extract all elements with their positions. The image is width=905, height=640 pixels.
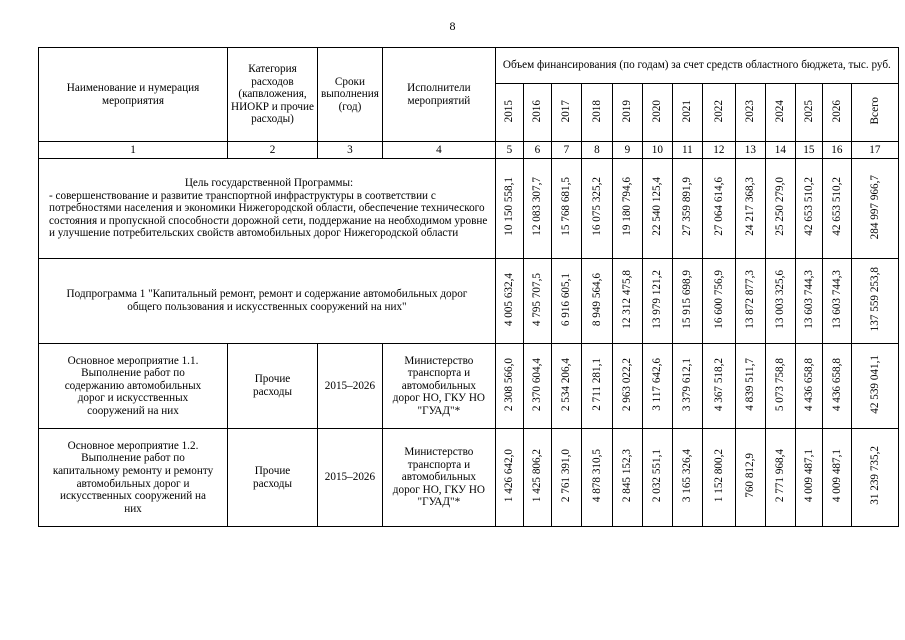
goal-value-cell xyxy=(551,159,581,259)
goal-value-cell xyxy=(735,159,765,259)
page-number: 8 xyxy=(449,19,456,33)
measure-value: 31 239 735,2 xyxy=(868,446,881,506)
goal-title: Цель государственной Программы: xyxy=(184,177,354,190)
measure-value: 2 534 206,4 xyxy=(560,357,573,411)
measure-value-cell xyxy=(795,344,822,429)
measure-name: Основное мероприятие 1.1. Выполнение работ по содержанию автомобильных дорог и искусственных сооружений на них xyxy=(64,354,202,417)
measure-value: 2 963 022,2 xyxy=(621,357,634,411)
header-funding-cell xyxy=(495,48,898,84)
column-number: 8 xyxy=(581,142,612,159)
subprogram-value: 13 872 877,3 xyxy=(744,269,757,329)
goal-value-cell xyxy=(795,159,822,259)
measure-executors-cell xyxy=(382,429,495,527)
measure-category-cell xyxy=(228,429,318,527)
measure-value: 4 009 487,1 xyxy=(802,449,815,503)
year-header-cell xyxy=(765,84,795,142)
goal-value-cell xyxy=(822,159,851,259)
year-header-cell xyxy=(523,84,551,142)
goal-value-cell xyxy=(642,159,672,259)
header-executors: Исполнители мероприятий xyxy=(407,81,471,107)
measure-name-cell xyxy=(39,344,228,429)
year-header-cell xyxy=(612,84,642,142)
measure-value: 2 032 551,1 xyxy=(651,449,664,503)
column-number: 4 xyxy=(382,142,495,159)
measure-value-cell xyxy=(551,429,581,527)
year-header: 2023 xyxy=(744,99,757,122)
measure-terms-cell xyxy=(318,344,383,429)
measure-category: Прочие расходы xyxy=(252,373,293,398)
year-header-cell xyxy=(735,84,765,142)
goal-value: 12 083 307,7 xyxy=(531,177,544,237)
header-funding: Объем финансирования (по годам) за счет средств областного бюджета, тыс. руб. xyxy=(502,59,891,72)
measure-value-cell xyxy=(523,344,551,429)
measure-value: 2 761 391,0 xyxy=(560,449,573,503)
header-terms-cell xyxy=(318,48,383,142)
subprogram-value: 4 795 707,5 xyxy=(531,272,544,326)
year-header: 2020 xyxy=(651,99,664,122)
measure-category-cell xyxy=(228,344,318,429)
year-header-cell xyxy=(581,84,612,142)
goal-value: 16 075 325,2 xyxy=(590,177,603,237)
year-header: 2016 xyxy=(531,99,544,122)
column-number: 12 xyxy=(702,142,735,159)
measure-value-cell xyxy=(851,429,898,527)
measure-value-cell xyxy=(642,344,672,429)
table-row xyxy=(39,344,899,429)
measure-value-cell xyxy=(495,429,523,527)
measure-value-cell xyxy=(551,344,581,429)
measure-value: 3 117 642,6 xyxy=(651,357,664,411)
measure-terms-cell xyxy=(318,429,383,527)
column-number: 7 xyxy=(551,142,581,159)
measure-value-cell xyxy=(523,429,551,527)
goal-value: 27 359 891,9 xyxy=(681,177,694,237)
header-category: Категория расходов (капвложения, НИОКР и прочие расходы) xyxy=(231,63,314,126)
header-category-cell xyxy=(228,48,318,142)
subprogram-value-cell xyxy=(735,259,765,344)
subprogram-cell xyxy=(39,259,496,344)
measure-value-cell xyxy=(581,429,612,527)
subprogram-value-cell xyxy=(581,259,612,344)
column-number: 13 xyxy=(735,142,765,159)
column-number: 17 xyxy=(851,142,898,159)
goal-value: 25 250 279,0 xyxy=(774,177,787,237)
measure-value: 3 165 326,4 xyxy=(681,449,694,503)
year-header: Всего xyxy=(868,96,881,125)
goal-value: 22 540 125,4 xyxy=(651,177,664,237)
measure-value-cell xyxy=(612,344,642,429)
measure-value-cell xyxy=(765,429,795,527)
column-number: 1 xyxy=(39,142,228,159)
subprogram-value: 13 603 744,3 xyxy=(802,269,815,329)
year-header-cell xyxy=(495,84,523,142)
subprogram-value-cell xyxy=(495,259,523,344)
goal-row xyxy=(39,159,899,259)
subprogram-value: 6 916 605,1 xyxy=(560,272,573,326)
measure-value: 3 379 612,1 xyxy=(681,357,694,411)
measure-value-cell xyxy=(672,429,702,527)
subprogram-value: 137 559 253,8 xyxy=(868,267,881,332)
goal-value: 10 150 558,1 xyxy=(503,177,516,237)
subprogram-value-cell xyxy=(672,259,702,344)
goal-value-cell xyxy=(495,159,523,259)
subprogram-value-cell xyxy=(551,259,581,344)
header-terms: Сроки выполнения (год) xyxy=(321,75,379,113)
subprogram-value-cell xyxy=(795,259,822,344)
measure-value: 42 539 041,1 xyxy=(868,354,881,414)
header-executors-cell xyxy=(382,48,495,142)
year-header: 2024 xyxy=(774,99,787,122)
subprogram-value: 13 979 121,2 xyxy=(651,269,664,329)
column-number: 15 xyxy=(795,142,822,159)
subprogram-value: 4 005 632,4 xyxy=(503,272,516,326)
measure-value: 4 436 658,8 xyxy=(802,357,815,411)
column-number: 16 xyxy=(822,142,851,159)
goal-value-cell xyxy=(581,159,612,259)
subprogram-value-cell xyxy=(702,259,735,344)
column-number: 2 xyxy=(228,142,318,159)
header-name-cell xyxy=(39,48,228,142)
year-header-cell xyxy=(702,84,735,142)
goal-value-cell xyxy=(612,159,642,259)
subprogram-value: 13 003 325,6 xyxy=(774,269,787,329)
subprogram-value-cell xyxy=(612,259,642,344)
year-header: 2022 xyxy=(712,99,725,122)
measure-value-cell xyxy=(702,429,735,527)
measure-value-cell xyxy=(735,429,765,527)
measure-value: 760 812,9 xyxy=(744,453,757,499)
year-header-cell xyxy=(795,84,822,142)
year-header: 2015 xyxy=(503,99,516,122)
measure-value: 2 308 566,0 xyxy=(503,357,516,411)
year-header: 2017 xyxy=(560,99,573,122)
column-number: 14 xyxy=(765,142,795,159)
measure-value-cell xyxy=(672,344,702,429)
measure-value-cell xyxy=(851,344,898,429)
column-number: 6 xyxy=(523,142,551,159)
measure-terms: 2015–2026 xyxy=(324,471,376,484)
measure-value-cell xyxy=(765,344,795,429)
measure-value: 1 152 800,2 xyxy=(712,449,725,503)
year-header-cell xyxy=(551,84,581,142)
goal-text: - совершенствование и развитие транспортной инфраструктуры в соответствии с потребностями населения и экономики Нижегородской области, обеспечение технического состояния и пропускной способности дорожной сети, поддержание на необходимом уровне и улучшение потребительских свойств автомобильных дорог Нижегородской области xyxy=(49,189,488,240)
year-header-cell xyxy=(851,84,898,142)
measure-name: Основное мероприятие 1.2. Выполнение работ по капитальному ремонту и ремонту автомобильных дорог и искусственных сооружений на них xyxy=(52,439,214,515)
subprogram-value-cell xyxy=(642,259,672,344)
year-header: 2018 xyxy=(590,99,603,122)
goal-value-cell xyxy=(672,159,702,259)
subprogram-value-cell xyxy=(822,259,851,344)
measure-terms: 2015–2026 xyxy=(324,379,376,392)
goal-value-cell xyxy=(765,159,795,259)
financing-table xyxy=(38,47,899,527)
goal-value: 15 768 681,5 xyxy=(560,177,573,237)
measure-value: 2 711 281,1 xyxy=(590,357,603,411)
year-header: 2021 xyxy=(681,99,694,122)
goal-value: 42 653 510,2 xyxy=(830,177,843,237)
column-number: 9 xyxy=(612,142,642,159)
column-number: 10 xyxy=(642,142,672,159)
goal-value: 284 997 966,7 xyxy=(868,174,881,239)
subprogram-value: 8 949 564,6 xyxy=(590,272,603,326)
year-header: 2026 xyxy=(830,99,843,122)
table-row xyxy=(39,429,899,527)
measure-value: 4 878 310,5 xyxy=(590,449,603,503)
goal-value: 42 653 510,2 xyxy=(802,177,815,237)
subprogram-value: 13 603 744,3 xyxy=(830,269,843,329)
measure-executors-cell xyxy=(382,344,495,429)
year-header: 2019 xyxy=(621,99,634,122)
measure-value: 4 839 511,7 xyxy=(744,357,757,411)
measure-executors: Министерство транспорта и автомобильных дорог НО, ГКУ НО "ГУАД"* xyxy=(392,354,485,417)
measure-value: 1 426 642,0 xyxy=(503,449,516,503)
year-header: 2025 xyxy=(802,99,815,122)
measure-value-cell xyxy=(822,344,851,429)
subprogram-value: 12 312 475,8 xyxy=(621,269,634,329)
subprogram-value-cell xyxy=(765,259,795,344)
goal-value: 27 064 614,6 xyxy=(712,177,725,237)
measure-executors: Министерство транспорта и автомобильных дорог НО, ГКУ НО "ГУАД"* xyxy=(392,446,485,509)
subprogram-value-cell xyxy=(523,259,551,344)
subprogram-value-cell xyxy=(851,259,898,344)
measure-value-cell xyxy=(702,344,735,429)
goal-value-cell xyxy=(523,159,551,259)
subprogram-value: 15 915 698,9 xyxy=(681,269,694,329)
measure-value: 4 436 658,8 xyxy=(830,357,843,411)
measure-value-cell xyxy=(612,429,642,527)
measure-value-cell xyxy=(581,344,612,429)
goal-value-cell xyxy=(851,159,898,259)
measure-value-cell xyxy=(495,344,523,429)
measure-value: 4 009 487,1 xyxy=(830,449,843,503)
measure-value: 2 370 604,4 xyxy=(531,357,544,411)
measure-name-cell xyxy=(39,429,228,527)
measure-value-cell xyxy=(642,429,672,527)
year-header-cell xyxy=(642,84,672,142)
measure-value: 1 425 806,2 xyxy=(531,449,544,503)
header-name: Наименование и нумерация мероприятия xyxy=(66,81,200,107)
measure-category: Прочие расходы xyxy=(252,464,293,490)
goal-value: 24 217 368,3 xyxy=(744,177,757,237)
measure-value: 2 845 152,3 xyxy=(621,449,634,503)
measure-value: 4 367 518,2 xyxy=(712,357,725,411)
measure-value: 5 073 758,8 xyxy=(774,357,787,411)
goal-value: 19 180 794,6 xyxy=(621,177,634,237)
goal-cell xyxy=(39,159,496,259)
subprogram-text: Подпрограмма 1 "Капитальный ремонт, ремонт и содержание автомобильных дорог общего пользования и искусственных сооружений на них" xyxy=(66,288,468,313)
measure-value: 2 771 968,4 xyxy=(774,449,787,503)
column-numbers-row xyxy=(39,142,899,159)
measure-value-cell xyxy=(822,429,851,527)
subprogram-value: 16 600 756,9 xyxy=(712,269,725,329)
subprogram-row xyxy=(39,259,899,344)
column-number: 11 xyxy=(672,142,702,159)
column-number: 3 xyxy=(318,142,383,159)
column-number: 5 xyxy=(495,142,523,159)
measure-value-cell xyxy=(795,429,822,527)
year-header-cell xyxy=(822,84,851,142)
measure-value-cell xyxy=(735,344,765,429)
year-header-cell xyxy=(672,84,702,142)
goal-value-cell xyxy=(702,159,735,259)
